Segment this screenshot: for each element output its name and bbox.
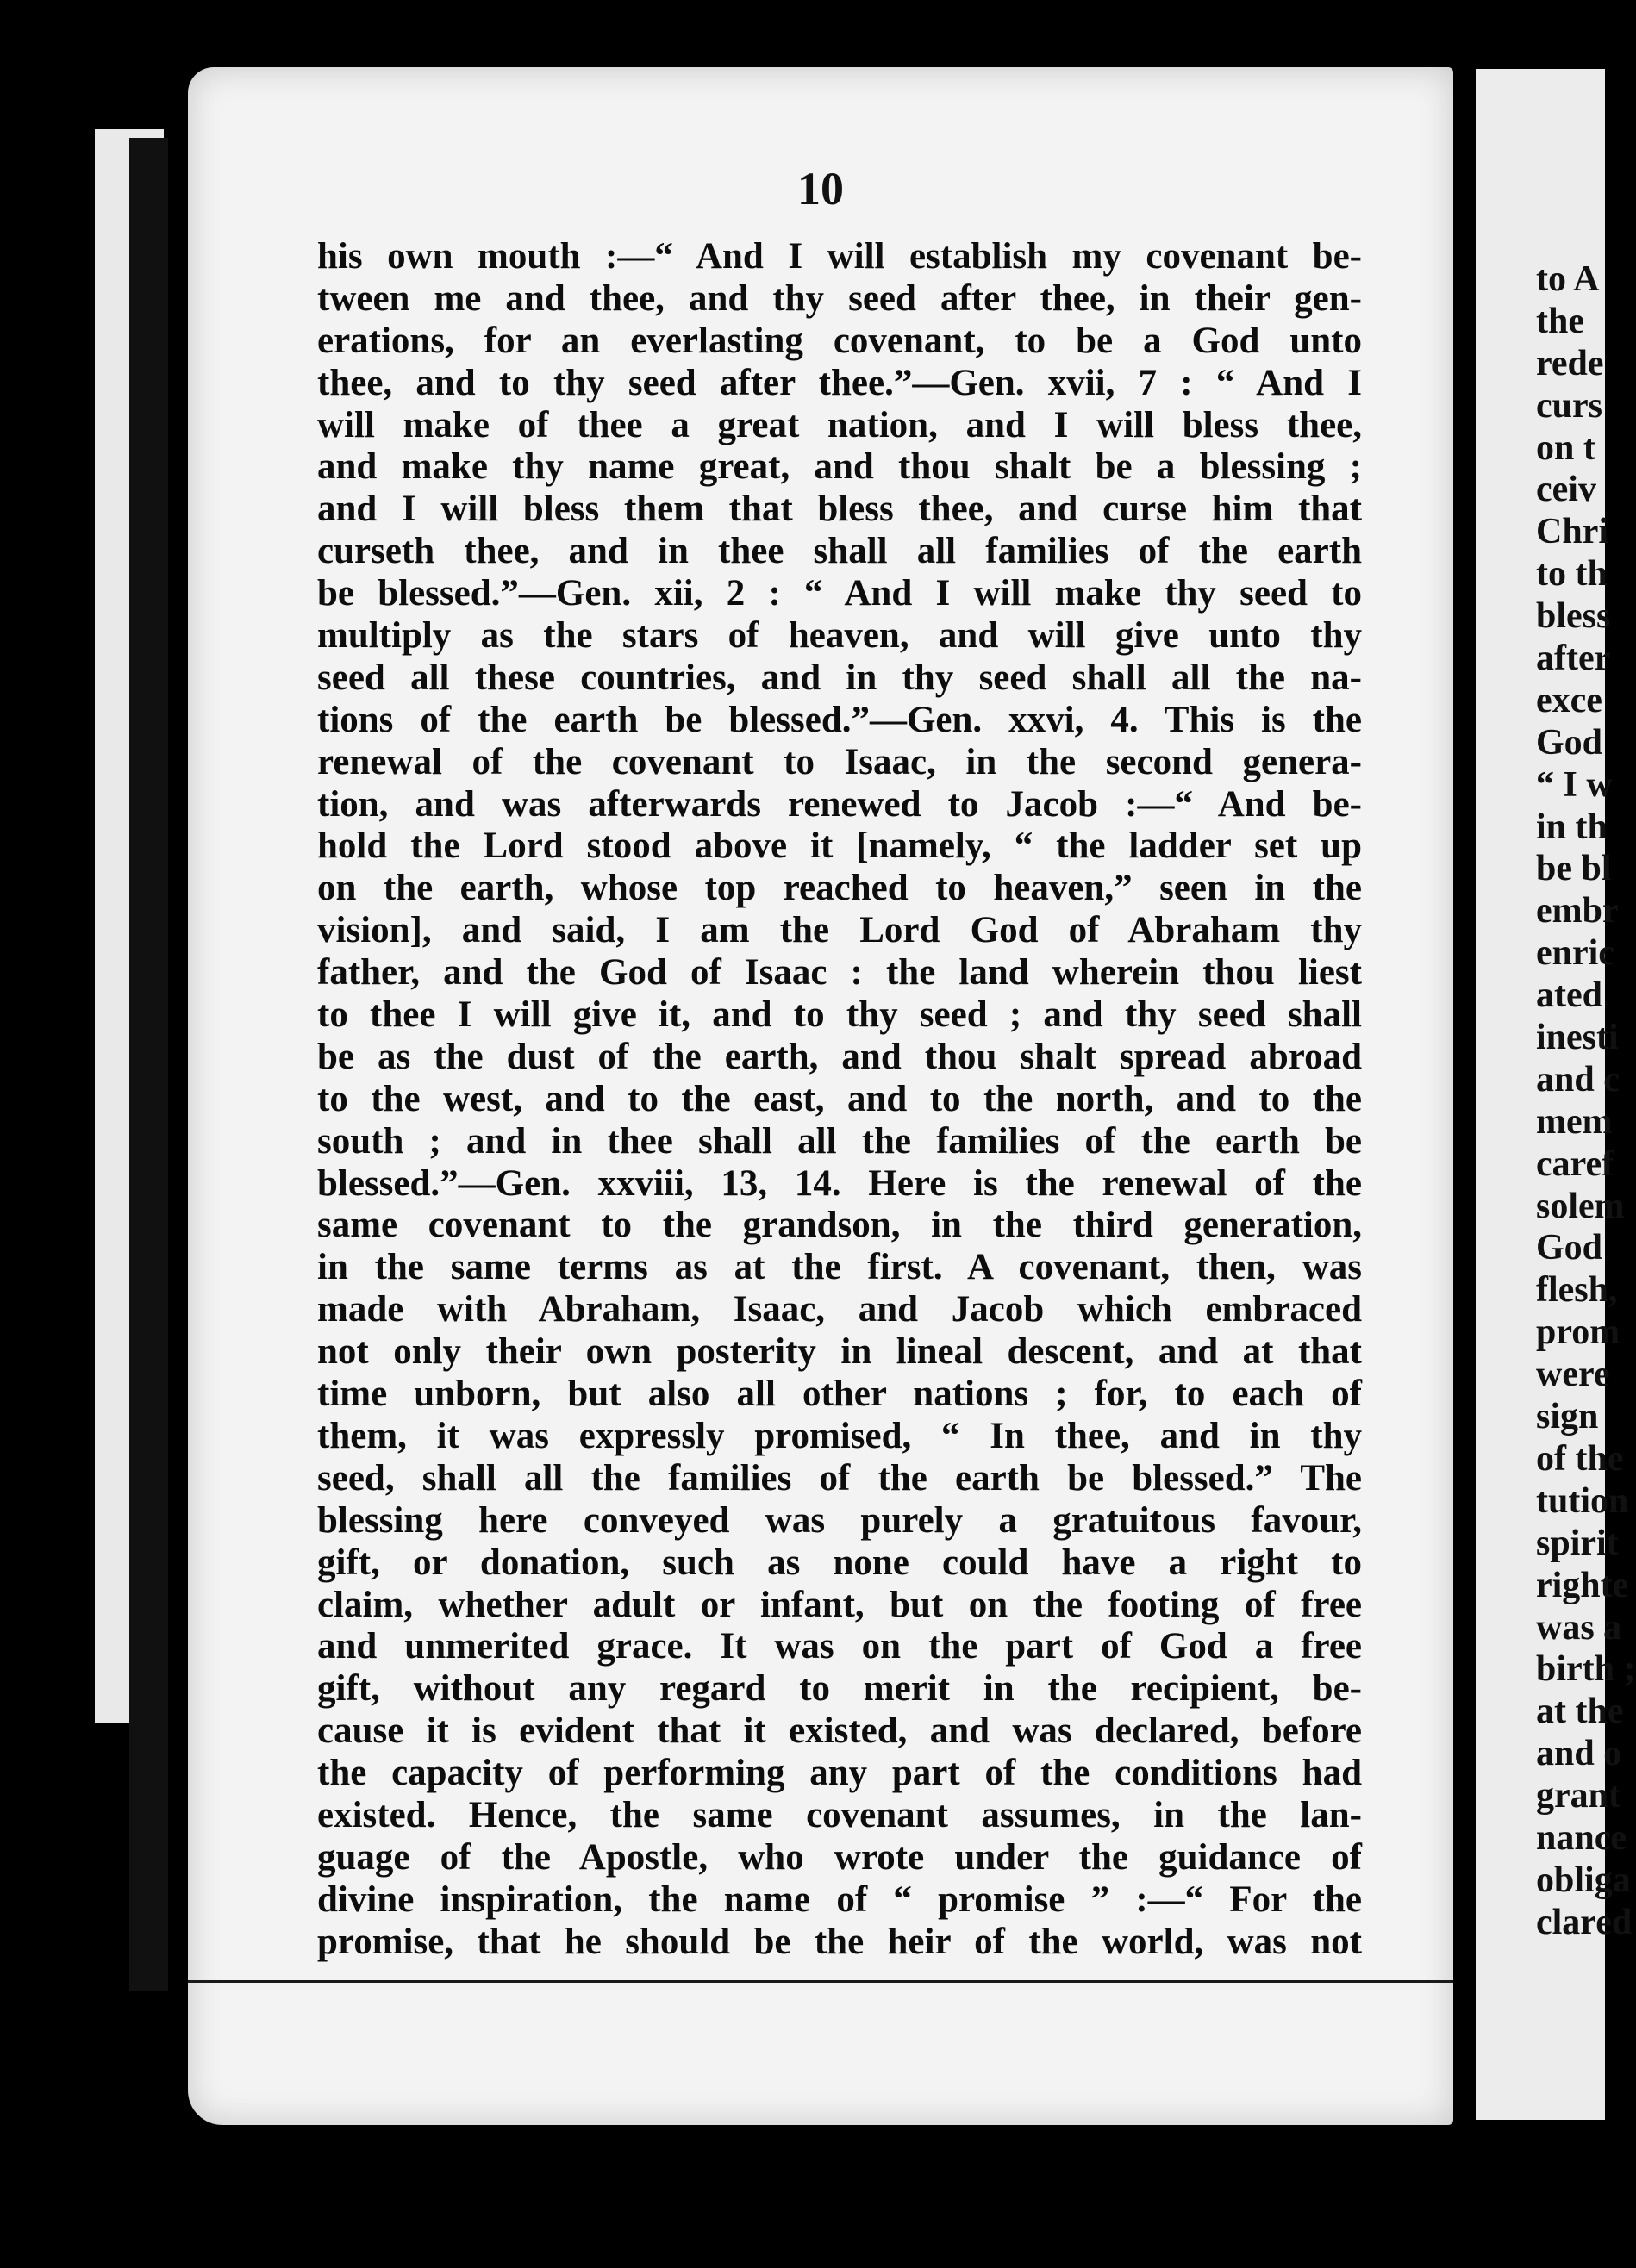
binding-shadow xyxy=(129,138,168,1991)
next-page-fragment: righte xyxy=(1536,1565,1629,1605)
text-line: them, it was expressly promised, “ In thee, and in thy xyxy=(317,1415,1362,1456)
text-line: in the same terms as at the first. A covenant, then, was xyxy=(317,1247,1362,1288)
next-page-fragment: enric xyxy=(1536,933,1614,974)
horizontal-rule xyxy=(188,1980,1498,1983)
text-line: tions of the earth be blessed.”—Gen. xxvi, 4. This is the xyxy=(317,699,1362,740)
text-line: his own mouth :—“ And I will establish my covenant be- xyxy=(317,236,1362,277)
next-page-fragment: were xyxy=(1536,1355,1610,1395)
text-line: to thee I will give it, and to thy seed ; and thy seed shall xyxy=(317,994,1362,1036)
next-page-fragment: be bl xyxy=(1536,849,1612,889)
next-page-fragment: to th xyxy=(1536,554,1608,595)
next-page-fragment: in th xyxy=(1536,807,1608,847)
text-line: will make of thee a great nation, and I will bless thee, xyxy=(317,404,1362,446)
text-line: blessing here conveyed was purely a gratuitous favour, xyxy=(317,1499,1362,1541)
next-page-fragment: mem xyxy=(1536,1101,1613,1142)
text-line: erations, for an everlasting covenant, to be a God unto xyxy=(317,320,1362,361)
text-line: gift, or donation, such as none could have a right to xyxy=(317,1542,1362,1583)
next-page-fragment: ceiv xyxy=(1536,470,1596,510)
next-page-fragment: nance xyxy=(1536,1817,1627,1858)
next-page-fragment: prom xyxy=(1536,1312,1620,1353)
text-line: thee, and to thy seed after thee.”—Gen. xvii, 7 : “ And I xyxy=(317,362,1362,403)
bottom-shadow xyxy=(0,2125,1605,2268)
next-page-fragment: on t xyxy=(1536,427,1595,468)
text-line: the capacity of performing any part of the conditions had xyxy=(317,1753,1362,1794)
next-page-fragment: of the xyxy=(1536,1438,1624,1479)
text-line: time unborn, but also all other nations ; for, to each of xyxy=(317,1374,1362,1415)
text-line: blessed.”—Gen. xxviii, 13, 14. Here is the renewal of the xyxy=(317,1162,1362,1204)
next-page-fragment: inesti xyxy=(1536,1018,1619,1058)
text-line: not only their own posterity in lineal descent, and at that xyxy=(317,1331,1362,1373)
text-line: seed, shall all the families of the earth be blessed.” The xyxy=(317,1457,1362,1498)
text-line: be as the dust of the earth, and thou shalt spread abroad xyxy=(317,1036,1362,1077)
text-line: renewal of the covenant to Isaac, in the second genera- xyxy=(317,741,1362,782)
next-page-fragment: tution xyxy=(1536,1480,1629,1521)
book-page xyxy=(188,67,1453,2125)
text-line: and make thy name great, and thou shalt be a blessing ; xyxy=(317,446,1362,488)
text-line: gift, without any regard to merit in the recipient, be- xyxy=(317,1668,1362,1710)
text-line: curseth thee, and in thee shall all families of the earth xyxy=(317,531,1362,572)
text-line: same covenant to the grandson, in the third generation, xyxy=(317,1205,1362,1246)
text-line: guage of the Apostle, who wrote under the guidance of xyxy=(317,1836,1362,1878)
text-line: promise, that he should be the heir of the world, was not xyxy=(317,1921,1362,1962)
text-line: on the earth, whose top reached to heaven,” seen in the xyxy=(317,868,1362,909)
text-line: existed. Hence, the same covenant assumes, in the lan- xyxy=(317,1794,1362,1835)
next-page-fragment: sign xyxy=(1536,1397,1599,1437)
text-line: and unmerited grace. It was on the part of God a free xyxy=(317,1626,1362,1667)
text-line: cause it is evident that it existed, and was declared, before xyxy=(317,1710,1362,1752)
next-page-fragment: “ I w xyxy=(1536,764,1613,805)
text-line: divine inspiration, the name of “ promise ” :—“ For the xyxy=(317,1879,1362,1920)
next-page-fragment: and o xyxy=(1536,1734,1622,1774)
text-line: to the west, and to the east, and to the north, and to the xyxy=(317,1078,1362,1119)
next-page-fragment: solem xyxy=(1536,1186,1625,1226)
next-page-fragment: embr xyxy=(1536,891,1619,932)
next-page-fragment: obliga xyxy=(1536,1860,1631,1900)
next-page-fragment: flesh, xyxy=(1536,1270,1618,1311)
text-line: and I will bless them that bless thee, and curse him that xyxy=(317,489,1362,530)
gutter-shadow xyxy=(1453,52,1476,2171)
next-page-fragment: rede xyxy=(1536,343,1604,383)
next-page-fragment: after xyxy=(1536,639,1611,679)
next-page-fragment: God xyxy=(1536,722,1603,763)
next-page-edge xyxy=(1476,69,1636,2120)
next-page-fragment: spirit xyxy=(1536,1523,1619,1563)
text-line: be blessed.”—Gen. xii, 2 : “ And I will make thy seed to xyxy=(317,573,1362,614)
next-page-text xyxy=(1536,259,1636,1944)
next-page-fragment: ated xyxy=(1536,975,1602,1016)
text-line: vision], and said, I am the Lord God of Abraham thy xyxy=(317,910,1362,951)
next-page-fragment: birth ; xyxy=(1536,1649,1636,1690)
text-line: claim, whether adult or infant, but on the footing of free xyxy=(317,1584,1362,1625)
text-line: father, and the God of Isaac : the land wherein thou liest xyxy=(317,952,1362,994)
next-page-fragment: caref xyxy=(1536,1143,1614,1184)
next-page-fragment: and c xyxy=(1536,1059,1620,1100)
next-page-fragment: the xyxy=(1536,301,1584,341)
next-page-fragment: God xyxy=(1536,1228,1603,1268)
text-line: multiply as the stars of heaven, and will give unto thy xyxy=(317,615,1362,657)
next-page-fragment: bless xyxy=(1536,596,1611,637)
next-page-fragment: Chri xyxy=(1536,512,1608,552)
next-page-fragment: curs xyxy=(1536,385,1602,426)
page-number: 10 xyxy=(797,163,844,215)
text-line: south ; and in thee shall all the families of the earth be xyxy=(317,1120,1362,1162)
text-line: hold the Lord stood above it [namely, “ the ladder set up xyxy=(317,826,1362,867)
next-page-fragment: clared xyxy=(1536,1902,1633,1942)
next-page-fragment: grant xyxy=(1536,1776,1620,1816)
text-line: tween me and thee, and thy seed after thee, in their gen- xyxy=(317,277,1362,319)
next-page-fragment: to A xyxy=(1536,259,1600,299)
text-line: tion, and was afterwards renewed to Jacob :—“ And be- xyxy=(317,783,1362,825)
next-page-fragment: was a xyxy=(1536,1607,1622,1648)
next-page-fragment: at the xyxy=(1536,1692,1624,1732)
text-line: seed all these countries, and in thy seed shall all the na- xyxy=(317,657,1362,698)
next-page-fragment: exce xyxy=(1536,680,1602,720)
text-line: made with Abraham, Isaac, and Jacob which embraced xyxy=(317,1289,1362,1330)
body-text xyxy=(317,236,1362,1964)
